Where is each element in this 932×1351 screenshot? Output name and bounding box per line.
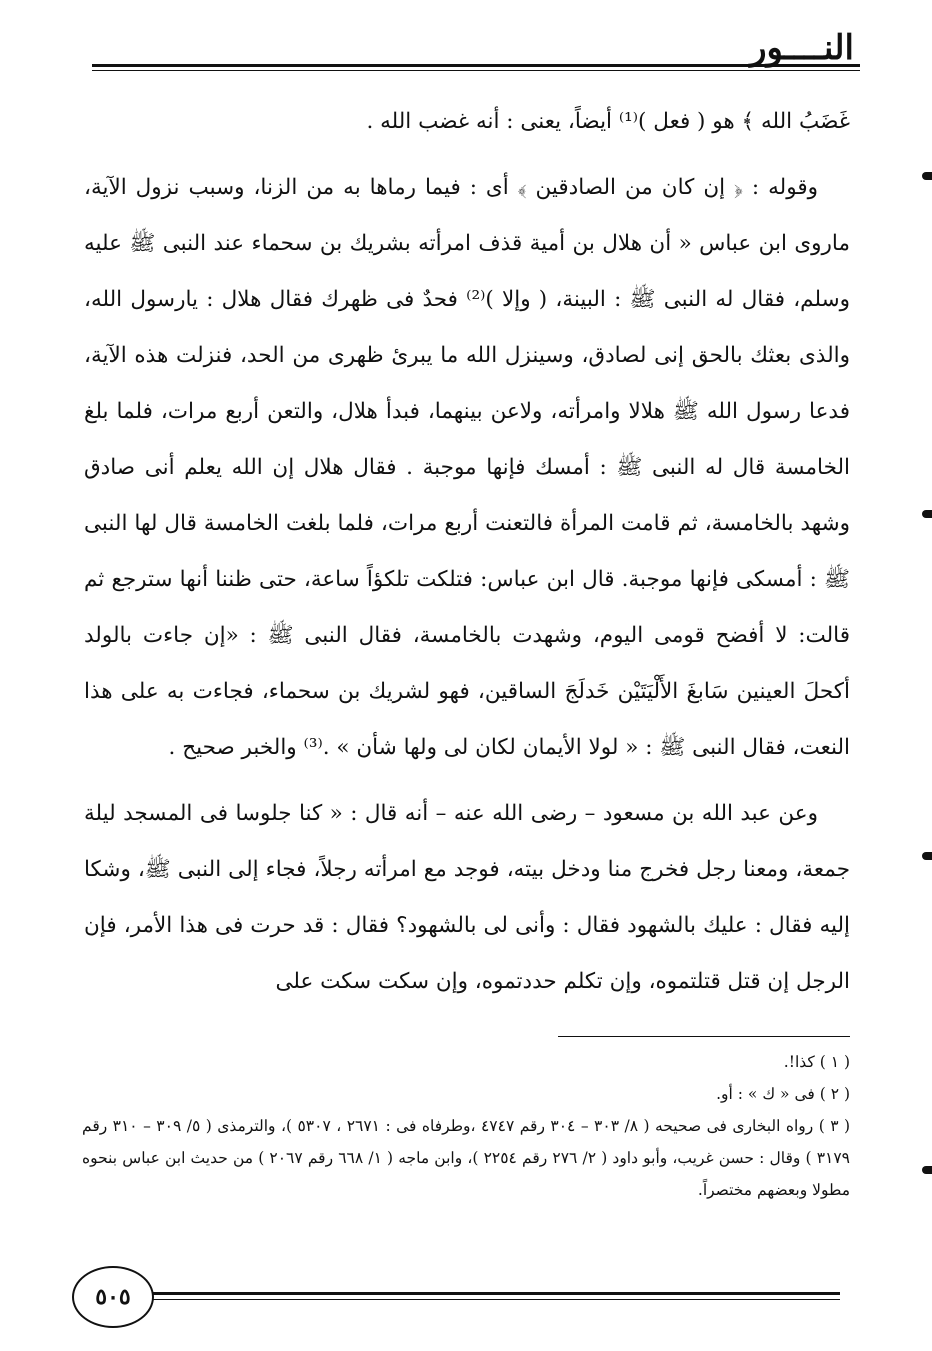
paragraph-3: وعن عبد الله بن مسعود – رضى الله عنه – أنه قال : « كنا جلوسا فى المسجد ليلة جمعة، ومعنا رجل فخرج منا ودخل بيته، فوجد مع امرأته رجلاً، فجاء إلى النبى ﷺ، وشكا إليه فقال : عليك بالشهود فقال : وأنى لى بالشهود؟ فقال : قد حرت فى هذا الأمر، فإن الرجل إن قتل قتلتموه، وإن تكلم حددتموه، وإن سكت سكت على	[84, 801, 850, 994]
footnote-1: ( ١ ) كذا!.	[783, 1053, 850, 1071]
surah-title: النــــور	[750, 28, 854, 68]
paragraph-1: غَضَبُ الله ﴾ هو ( فعل )⁽¹⁾ أيضاً، يعنى : أنه غضب الله .	[366, 109, 850, 134]
header-rule-thin	[92, 70, 860, 71]
margin-mark	[922, 510, 932, 518]
margin-mark	[922, 852, 932, 860]
footer-rule-thin	[130, 1299, 840, 1300]
margin-mark	[922, 172, 932, 180]
footnotes	[82, 1046, 850, 1206]
margin-mark	[922, 1166, 932, 1174]
header-rule-thick	[92, 64, 860, 67]
footnote-3: ( ٣ ) رواه البخارى فى صحيحه ( ٨/ ٣٠٣ – ٣٠٤ رقم ٤٧٤٧ ،وطرفاه فى : ٢٦٧١ ، ٥٣٠٧ )، والترمذى ( ٥/ ٣٠٩ – ٣١٠ رقم ٣١٧٩ ) وقال : حسن غريب، وأبو داود ( ٢/ ٢٧٦ رقم ٢٢٥٤ )، وابن ماجه ( ١/ ٦٦٨ رقم ٢٠٦٧ ) من حديث ابن عباس بنحوه مطولا وبعضهم مختصراً.	[82, 1117, 851, 1199]
footnote-2: ( ٢ ) فى « ك » : أو.	[716, 1085, 850, 1103]
main-text	[84, 94, 850, 1010]
paragraph-2: وقوله : ﴿ إن كان من الصادقين ﴾ أى : فيما رماها به من الزنا، وسبب نزول الآية، ماروى ابن عباس « أن هلال بن أمية قذف امرأته بشريك بن سحماء عند النبى ﷺ عليه وسلم، فقال له النبى ﷺ : البينة، ( وإلا )⁽²⁾ فحدٌ فى ظهرك فقال هلال : يارسول الله، والذى بعثك بالحق إنى لصادق، وسينزل الله ما يبرئ ظهرى من الحد، فنزلت هذه الآية، فدعا رسول الله ﷺ هلالا وامرأته، ولاعن بينهما، فبدأ هلال، والتعن أربع مرات، فلما بلغ الخامسة قال له النبى ﷺ : أمسك فإنها موجبة . فقال هلال إن الله يعلم أنى صادق وشهد بالخامسة، ثم قامت المرأة فالتعنت أربع مرات، فلما بلغت الخامسة قال لها النبى ﷺ : أمسكى فإنها موجبة. قال ابن عباس: فتلكت تلكؤاً ساعة، حتى ظننا أنها سترجع ثم قالت: لا أفضح قومى اليوم، وشهدت بالخامسة، فقال النبى ﷺ : «إن جاءت بالولد أكحلَ العينين سَابغَ الأَلْيَتَيْن خَدلَجَ الساقين، فهو لشريك بن سحماء، فجاءت به على هذا النعت، فقال النبى ﷺ : « لولا الأيمان لكان لى ولها شأن » .⁽³⁾ والخبر صحيح .	[84, 175, 850, 760]
page-header	[82, 28, 862, 68]
footnote-separator	[558, 1036, 850, 1037]
footer-rule-thick	[130, 1292, 840, 1295]
page-number: ٥٠٥	[72, 1266, 154, 1328]
